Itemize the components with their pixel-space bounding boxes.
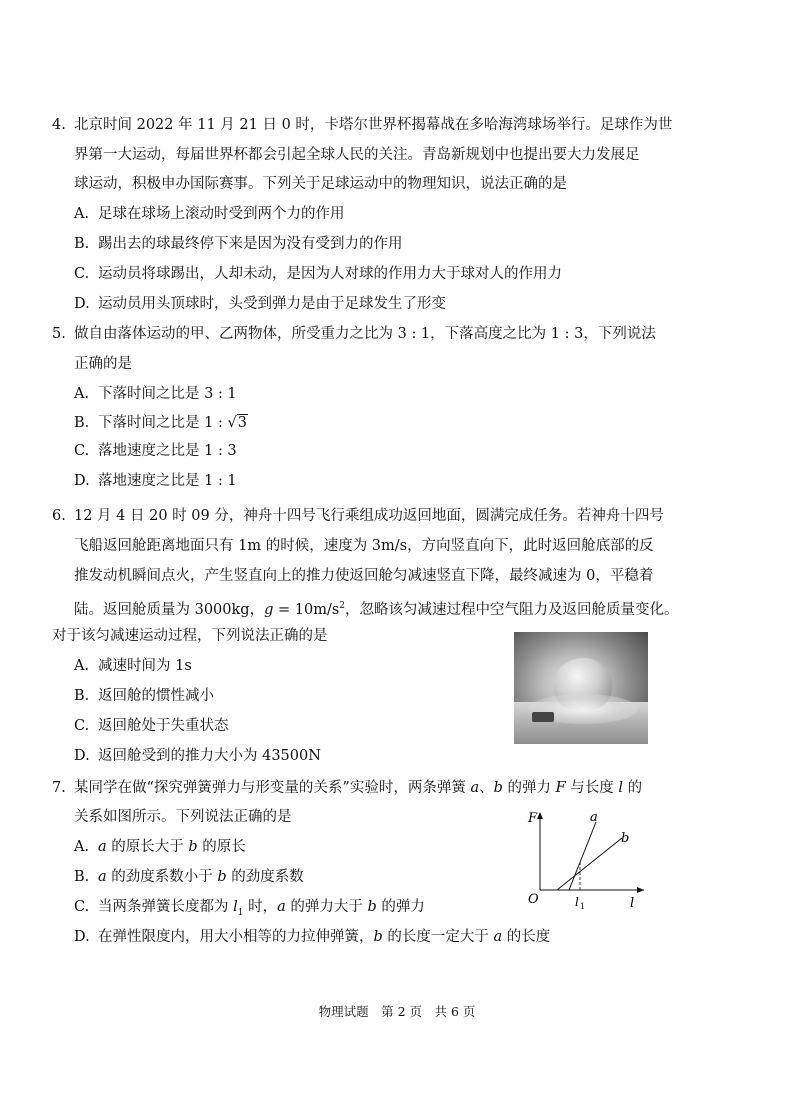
text-segment: = 10m/s [273, 601, 340, 618]
option-letter: C. [74, 266, 90, 282]
var-F: F [555, 780, 566, 796]
q7-option-d [74, 927, 550, 947]
q4-option-c [74, 264, 562, 284]
option-letter: D. [74, 473, 90, 489]
q6-number: 6. [52, 508, 66, 524]
option-text: 运动员用头顶球时，头受到弹力是由于足球发生了形变 [98, 296, 446, 312]
option-letter: A. [74, 839, 90, 855]
option-text: 足球在球场上滚动时受到两个力的作用 [98, 206, 345, 222]
option-letter: B. [74, 688, 90, 704]
text-segment: 当两条弹簧长度都为 [98, 899, 234, 915]
q5-number: 5. [52, 326, 66, 342]
text-segment: 的原长大于 [111, 839, 189, 855]
q6-option-b [74, 686, 214, 706]
superscript: 2 [339, 601, 346, 611]
text-segment: 在弹性限度内，用大小相等的力拉伸弹簧， [98, 929, 374, 945]
var-l: l [233, 899, 238, 915]
text-segment: 某同学在做“探究弹簧弹力与形变量的关系”实验时，两条弹簧 [74, 780, 471, 796]
q6-text-1: 12 月 4 日 20 时 09 分，神舟十四号飞行乘组成功返回地面，圆满完成任务。若神舟十四号 [74, 508, 664, 524]
option-letter: C. [74, 718, 90, 734]
option-letter: C. [74, 899, 90, 915]
q5-line-2: 正确的是 [74, 356, 132, 372]
var-l: l [618, 780, 624, 796]
var-a: a [493, 929, 503, 945]
option-text: 运动员将球踢出，人却未动，是因为人对球的作用力大于球对人的作用力 [98, 266, 562, 282]
option-text: 返回舱受到的推力大小为 43500N [98, 748, 321, 764]
var-a: a [98, 869, 107, 885]
option-letter: B. [74, 869, 90, 885]
spring-force-length-graph [520, 808, 650, 912]
q7-line-2: 关系如图所示。下列说法正确的是 [74, 809, 292, 825]
text-segment: 的弹力 [502, 780, 556, 796]
line-a [569, 822, 596, 890]
var-b: b [188, 839, 198, 855]
q6-option-d [74, 746, 321, 766]
q7-option-a [74, 837, 246, 857]
q4-option-a [74, 204, 345, 224]
var-b: b [217, 869, 227, 885]
q5-option-c [74, 441, 237, 461]
q4-option-b [74, 234, 403, 254]
q6-line-5: 对于该匀减速运动过程，下列说法正确的是 [52, 628, 328, 644]
q7-number: 7. [52, 780, 66, 796]
label-l1-sub: 1 [580, 902, 586, 911]
q4-line-1 [52, 115, 672, 135]
text-segment: 时， [243, 899, 278, 915]
text-segment: ，忽略该匀减速过程中空气阻力及返回舱质量变化。 [345, 601, 679, 618]
label-F: F [528, 811, 538, 826]
text-segment: 的 [623, 780, 643, 796]
var-a: a [277, 899, 286, 915]
q6-line-4 [74, 596, 679, 620]
var-b: b [373, 929, 383, 945]
q4-line-2: 界第一大运动，每届世界杯都会引起全球人民的关注。青岛新规划中也提出要大力发展足 [74, 147, 640, 163]
q6-line-2: 飞船返回舱距离地面只有 1m 的时候，速度为 3m/s，方向竖直向下，此时返回舱底部的反 [74, 538, 654, 554]
sqrt-symbol: √3 [227, 415, 247, 431]
option-text: 落地速度之比是 1 : 1 [98, 473, 237, 489]
gravity-symbol: g [264, 601, 274, 618]
radicand: 3 [237, 415, 247, 431]
text-segment: 的劲度系数小于 [111, 869, 218, 885]
var-b: b [493, 780, 503, 796]
text-segment: 的劲度系数 [226, 869, 304, 885]
q6-line-1 [52, 506, 664, 526]
label-a: a [590, 810, 598, 825]
option-text: 减速时间为 1s [98, 658, 192, 674]
text-segment: 的长度 [502, 929, 551, 945]
y-axis-arrow [537, 812, 543, 819]
text-segment: 的弹力大于 [285, 899, 368, 915]
option-letter: A. [74, 658, 90, 674]
q5-option-a [74, 384, 237, 404]
photo-vehicle [532, 712, 554, 722]
q6-option-a [74, 656, 192, 676]
line-b [557, 838, 622, 890]
option-letter: B. [74, 415, 90, 431]
option-text: 落地速度之比是 1 : 3 [98, 443, 237, 459]
label-b: b [621, 831, 630, 846]
text-segment: 与长度 [565, 780, 619, 796]
option-letter: D. [74, 748, 90, 764]
option-letter: D. [74, 296, 90, 312]
option-letter: C. [74, 443, 90, 459]
text-segment: 的长度一定大于 [382, 929, 494, 945]
return-capsule-photo [514, 632, 648, 744]
page-footer: 物理试题 第 2 页 共 6 页 [318, 1004, 476, 1019]
var-a: a [470, 780, 480, 796]
option-text: 踢出去的球最终停下来是因为没有受到力的作用 [98, 236, 403, 252]
label-l1: l [575, 895, 579, 909]
option-text: 返回舱处于失重状态 [98, 718, 229, 734]
text-segment: 陆。返回舱质量为 3000kg， [74, 601, 265, 618]
subscript: 1 [237, 907, 244, 918]
q5-text-1: 做自由落体运动的甲、乙两物体，所受重力之比为 3 : 1，下落高度之比为 1 : 3，下列说法 [74, 326, 656, 342]
q4-line-3: 球运动，积极申办国际赛事。下列关于足球运动中的物理知识，说法正确的是 [74, 176, 567, 192]
q5-line-1 [52, 324, 656, 344]
q4-option-d [74, 294, 446, 314]
option-letter: A. [74, 386, 90, 402]
text-segment: 的原长 [197, 839, 246, 855]
text-segment: 、 [479, 780, 494, 796]
q6-line-3: 推发动机瞬间点火，产生竖直向上的推力使返回舱匀减速竖直下降，最终减速为 0，平稳着 [74, 568, 654, 584]
q4-text-1: 北京时间 2022 年 11 月 21 日 0 时，卡塔尔世界杯揭幕战在多哈海湾球场举行。足球作为世 [74, 117, 673, 133]
q7-option-b [74, 867, 304, 887]
q5-option-b [74, 413, 248, 433]
q5-option-d [74, 471, 237, 491]
q7-line-1 [52, 778, 642, 798]
option-text: 返回舱的惯性减小 [98, 688, 214, 704]
option-letter: A. [74, 206, 90, 222]
text-segment: 的弹力 [376, 899, 425, 915]
option-text: 下落时间之比是 1 : [98, 415, 228, 431]
option-letter: B. [74, 236, 90, 252]
q4-number: 4. [52, 117, 66, 133]
q6-option-c [74, 716, 229, 736]
x-axis-arrow [637, 887, 644, 893]
label-l: l [630, 896, 635, 911]
option-text: 下落时间之比是 3 : 1 [98, 386, 237, 402]
label-O: O [528, 892, 539, 907]
var-a: a [98, 839, 107, 855]
option-letter: D. [74, 929, 90, 945]
q7-option-c [74, 897, 425, 923]
var-b: b [367, 899, 377, 915]
